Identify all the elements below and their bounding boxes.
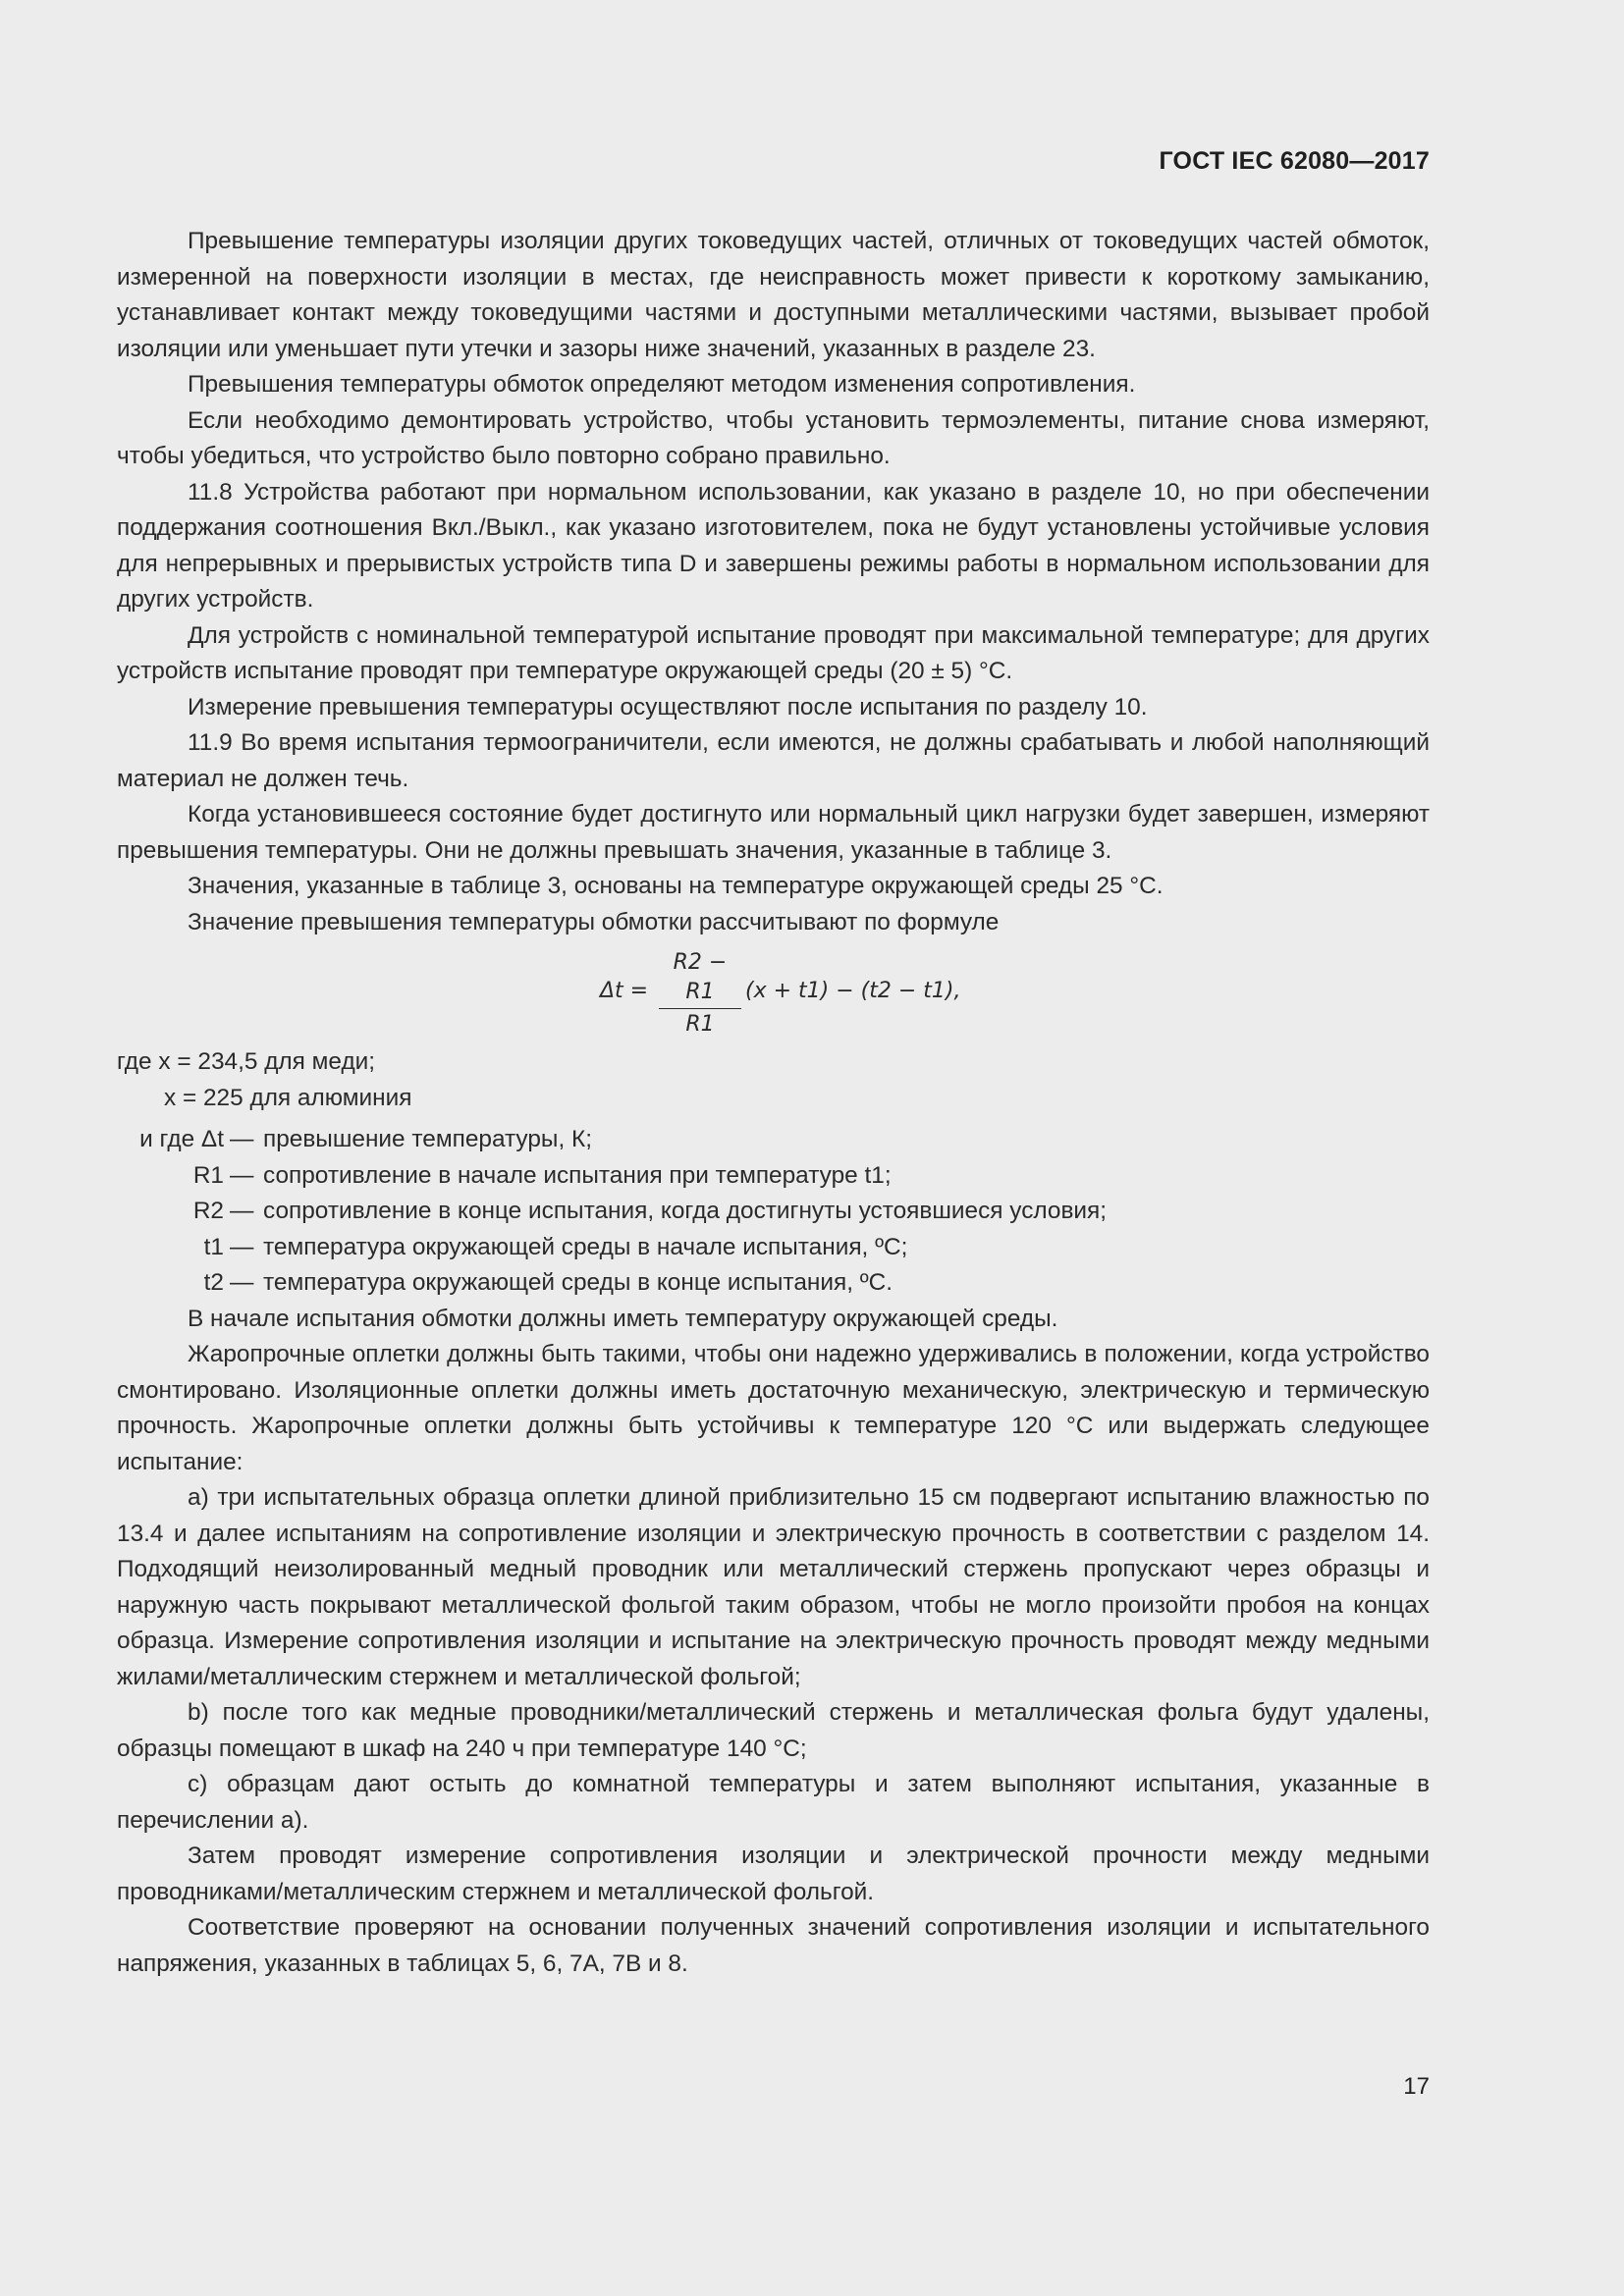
- fraction-bar: [659, 1008, 741, 1009]
- definition-symbol: t2: [203, 1269, 224, 1296]
- where-prefix: где: [117, 1048, 152, 1075]
- temperature-rise-formula: [117, 940, 1430, 1035]
- clause-11-9: 11.9 Во время испытания термоограничители, если имеются, не должны срабатывать и любой наполняющий материал не должен течь.: [117, 729, 1430, 792]
- definition-dash: —: [230, 1233, 254, 1260]
- list-item-b: b) после того как медные проводники/металлический стержень и металлическая фольга будут удалены, образцы помещают в шкаф на 240 ч при температуре 140 °С;: [117, 1699, 1430, 1762]
- definition-symbol: и где Δt: [139, 1126, 224, 1152]
- definition-dash: —: [230, 1126, 254, 1152]
- definition-dash: —: [230, 1269, 254, 1296]
- definition-symbol: t1: [203, 1233, 224, 1260]
- formula-numerator: R2 − R1: [673, 950, 728, 1004]
- definition-text: температура окружающей среды в начале испытания, ºС;: [263, 1233, 908, 1260]
- paragraph-dismantle: Если необходимо демонтировать устройство, чтобы установить термоэлементы, питание снова измеряют, чтобы убедиться, что устройство было повторно собрано правильно.: [117, 406, 1430, 469]
- paragraph-winding-method: Превышения температуры обмоток определяют методом изменения сопротивления.: [188, 371, 1136, 398]
- definition-row: [117, 1265, 1430, 1302]
- definition-row: [117, 1194, 1430, 1230]
- page-number: 17: [1403, 2073, 1430, 2100]
- definition-text: сопротивление в конце испытания, когда достигнуты устоявшиеся условия;: [263, 1198, 1108, 1224]
- definition-row: [117, 1158, 1430, 1195]
- paragraph-measurement-after: Измерение превышения температуры осуществляют после испытания по разделу 10.: [188, 693, 1148, 721]
- formula-rhs: (x + t1) − (t2 − t1),: [745, 979, 961, 1003]
- paragraph-formula-intro: Значение превышения температуры обмотки рассчитывают по формуле: [188, 908, 1000, 935]
- paragraph-insulation-temperature: Превышение температуры изоляции других токоведущих частей, отличных от токоведущих частей обмоток, измеренной на поверхности изоляции в местах, где неисправность может привести к короткому замыканию, устанавливает контакт между токоведущими частями и доступными металлическими частями, вызывает пробой изоляции или уменьшает пути утечки и зазоры ниже значений, указанных в разделе 23.: [117, 228, 1430, 362]
- paragraph-steady-state: Когда установившееся состояние будет достигнуто или нормальный цикл нагрузки будет завершен, измеряют превышения температуры. Они не должны превышать значения, указанные в таблице 3.: [117, 801, 1430, 864]
- definition-text: сопротивление в начале испытания при температуре t1;: [263, 1161, 892, 1189]
- paragraph-heat-resistant-sleeving: Жаропрочные оплетки должны быть такими, чтобы они надежно удерживались в положении, когда устройство смонтировано. Изоляционные оплетки должны иметь достаточную механическую, электрическую и термическую прочность. Жаропрочные оплетки должны быть устойчивы к температуре 120 °С или выдержать следующее испытание:: [117, 1341, 1430, 1475]
- paragraph-initial-temperature: В начале испытания обмотки должны иметь температуру окружающей среды.: [188, 1305, 1058, 1332]
- list-item-a: a) три испытательных образца оплетки длиной приблизительно 15 см подвергают испытанию влажностью по 13.4 и далее испытаниям на сопротивление изоляции и электрическую прочность в соответствии с разделом 14. Подходящий неизолированный медный проводник или металлический стержень пропускают через образцы и наружную часть покрывают металлической фольгой таким образом, чтобы не могло произойти пробоя на концах образца. Измерение сопротивления изоляции и испытание на электрическую прочность проводят между медными жилами/металлическим стержнем и металлической фольгой;: [117, 1484, 1430, 1690]
- definition-symbol: R2: [192, 1198, 224, 1224]
- clause-11-8: 11.8 Устройства работают при нормальном использовании, как указано в разделе 10, но при обеспечении поддержания соотношения Вкл./Выкл., как указано изготовителем, пока не будут установлены устойчивые условия для непрерывных и прерывистых устройств типа D и завершены режимы работы в нормальном использовании для других устройств.: [117, 478, 1430, 613]
- definition-text: температура окружающей среды в конце испытания, ºС.: [263, 1269, 893, 1296]
- paragraph-then-measure: Затем проводят измерение сопротивления изоляции и электрической прочности между медными проводниками/металлическим стержнем и металлической фольгой.: [117, 1842, 1430, 1905]
- formula-denominator: R1: [685, 1012, 715, 1037]
- definition-row: [117, 1230, 1430, 1266]
- definition-symbol: R1: [192, 1161, 224, 1189]
- formula-lhs: Δt =: [600, 979, 649, 1003]
- definition-text: превышение температуры, К;: [263, 1126, 592, 1152]
- definition-dash: —: [230, 1198, 254, 1224]
- paragraph-table3-ambient: Значения, указанные в таблице 3, основаны на температуре окружающей среды 25 °С.: [188, 873, 1164, 899]
- page-body: [117, 224, 1430, 1982]
- paragraph-rated-temperature: Для устройств с номинальной температурой испытание проводят при максимальной температуре; для других устройств испытание проводят при температуре окружающей среды (20 ± 5) °С.: [117, 621, 1430, 684]
- definition-dash: —: [230, 1161, 254, 1189]
- formula-fraction: [659, 948, 741, 1040]
- definition-row: [117, 1122, 1430, 1158]
- paragraph-compliance: Соответствие проверяют на основании полученных значений сопротивления изоляции и испытательного напряжения, указанных в таблицах 5, 6, 7A, 7B и 8.: [117, 1914, 1430, 1977]
- list-item-c: c) образцам дают остыть до комнатной температуры и затем выполняют испытания, указанные в перечислении a).: [117, 1771, 1430, 1834]
- where-block: [117, 1044, 1430, 1116]
- symbol-definitions: [117, 1122, 1430, 1302]
- document-code-header: ГОСТ IEC 62080—2017: [1159, 147, 1430, 175]
- where-copper: [117, 1044, 1430, 1081]
- where-copper-value: x = 234,5 для меди;: [158, 1048, 376, 1075]
- where-aluminium: x = 225 для алюминия: [164, 1084, 412, 1111]
